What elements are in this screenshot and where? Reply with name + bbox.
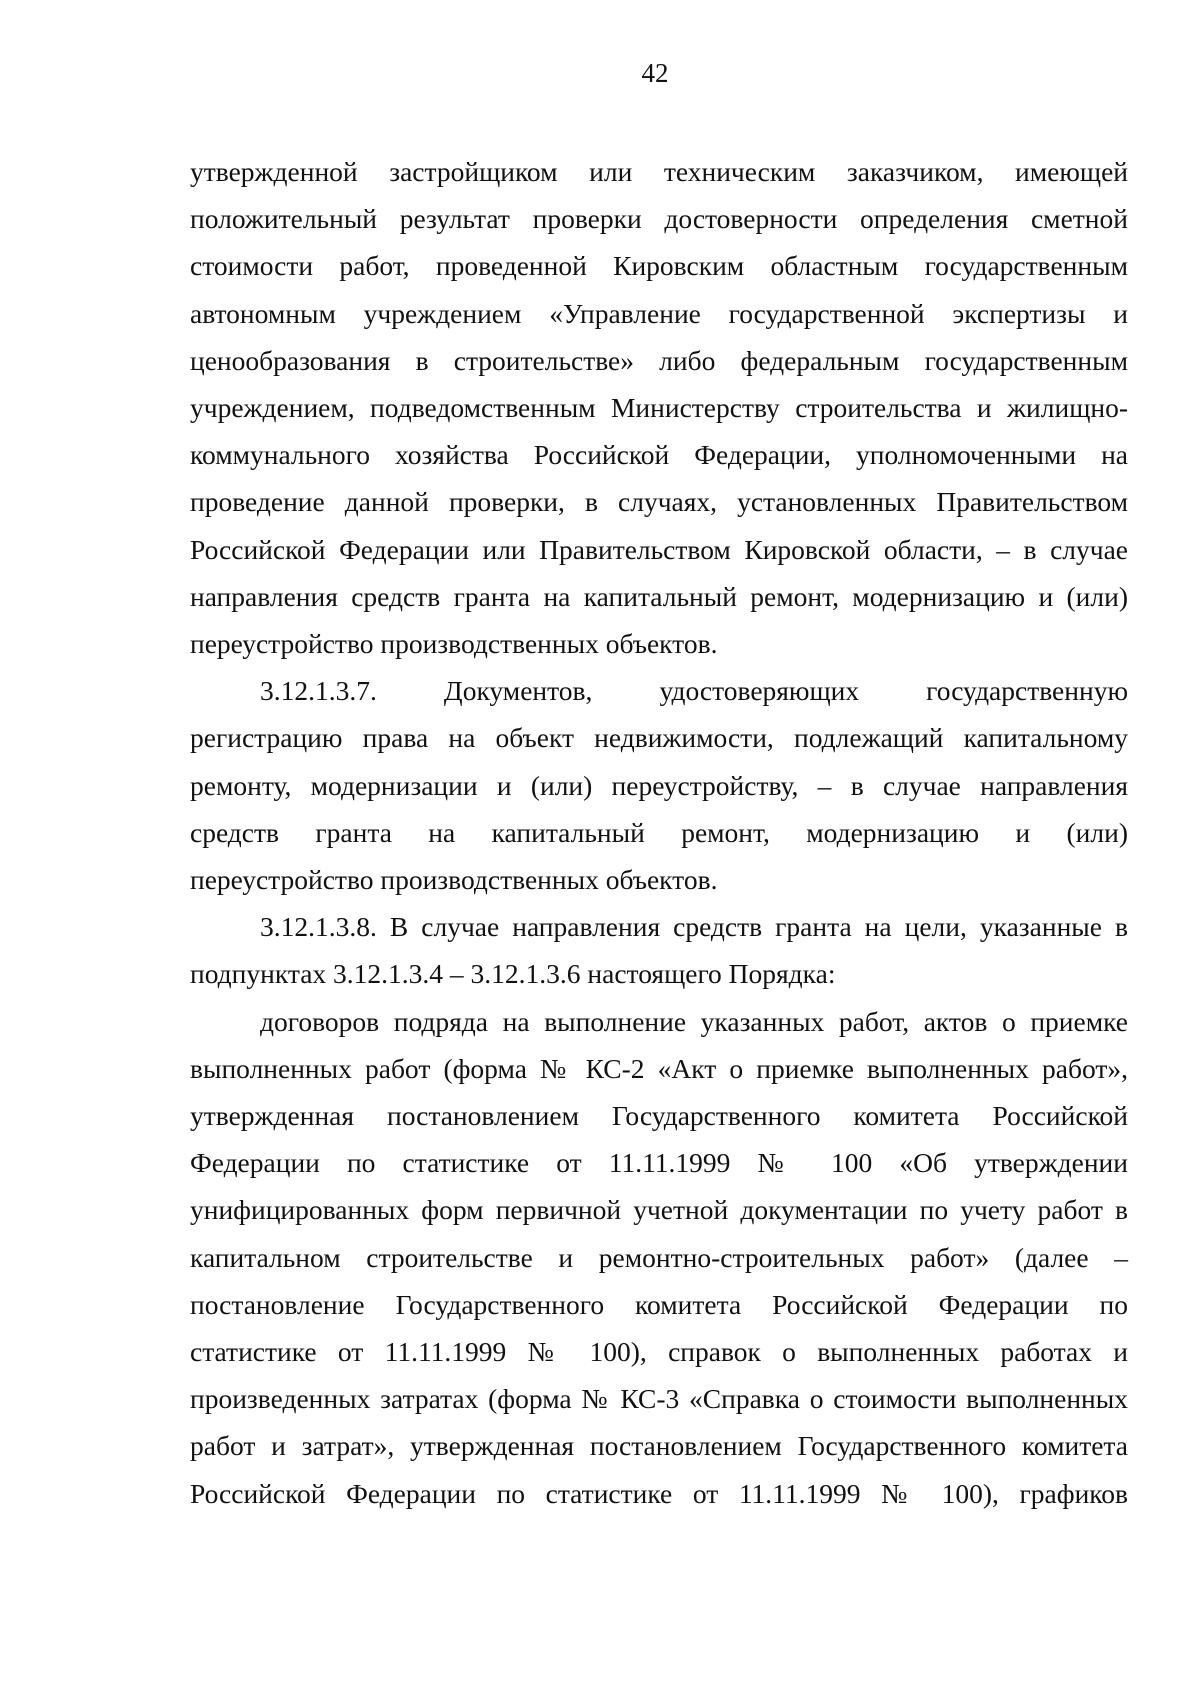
text-line: Российской Федерации или Правительством Кировской области, – в случае [190, 533, 1128, 565]
page-number: 42 [641, 58, 669, 88]
text-line: постановление Государственного комитета Российской Федерации по [190, 1288, 1128, 1320]
text-line: коммунального хозяйства Российской Федерации, уполномоченными на [190, 439, 1128, 471]
text-line: учреждением, подведомственным Министерству строительства и жилищно- [190, 392, 1128, 424]
paragraph [190, 667, 1128, 903]
paragraph [190, 998, 1128, 1517]
text-line: переустройство производственных объектов. [190, 864, 718, 896]
text-line: произведенных затратах (форма № КС-3 «Справка о стоимости выполненных [190, 1383, 1128, 1415]
text-line: утвержденной застройщиком или техническим заказчиком, имеющей [190, 156, 1128, 187]
text-line: 3.12.1.3.7. Документов, удостоверяющих государственную [260, 675, 1128, 707]
text-line: унифицированных форм первичной учетной документации по учету работ в [190, 1194, 1128, 1226]
text-line: ценообразования в строительстве» либо федеральным государственным [190, 344, 1128, 376]
body-text [190, 148, 1128, 1517]
text-line: утвержденная постановлением Государственного комитета Российской [190, 1100, 1128, 1132]
text-line: положительный результат проверки достоверности определения сметной [190, 203, 1128, 235]
text-line: ремонту, модернизации и (или) переустройству, – в случае направления [190, 769, 1128, 801]
text-line: 3.12.1.3.8. В случае направления средств гранта на цели, указанные в [260, 911, 1128, 943]
text-line: договоров подряда на выполнение указанных работ, актов о приемке [260, 1005, 1128, 1037]
text-line: автономным учреждением «Управление государственной экспертизы и [190, 297, 1128, 329]
text-line: регистрацию права на объект недвижимости, подлежащий капитальному [190, 722, 1128, 754]
text-line: Федерации по статистике от 11.11.1999 № 100 «Об утверждении [190, 1147, 1128, 1179]
text-line: капитальном строительстве и ремонтно-строительных работ» (далее – [190, 1241, 1128, 1273]
text-line: выполненных работ (форма № КС-2 «Акт о приемке выполненных работ», [190, 1052, 1128, 1084]
text-line: подпунктах 3.12.1.3.4 – 3.12.1.3.6 настоящего Порядка: [190, 958, 836, 990]
text-line: направления средств гранта на капитальный ремонт, модернизацию и (или) [190, 580, 1128, 612]
text-line: Российской Федерации по статистике от 11.11.1999 № 100), графиков [190, 1477, 1128, 1509]
text-line: работ и затрат», утвержденная постановлением Государственного комитета [190, 1430, 1128, 1462]
paragraph [190, 148, 1128, 667]
text-line: статистике от 11.11.1999 № 100), справок о выполненных работах и [190, 1336, 1128, 1368]
text-line: проведение данной проверки, в случаях, установленных Правительством [190, 486, 1128, 518]
text-line: стоимости работ, проведенной Кировским областным государственным [190, 250, 1128, 282]
text-line: переустройство производственных объектов. [190, 628, 718, 660]
paragraph [190, 903, 1128, 997]
text-line: средств гранта на капитальный ремонт, модернизацию и (или) [190, 816, 1128, 848]
